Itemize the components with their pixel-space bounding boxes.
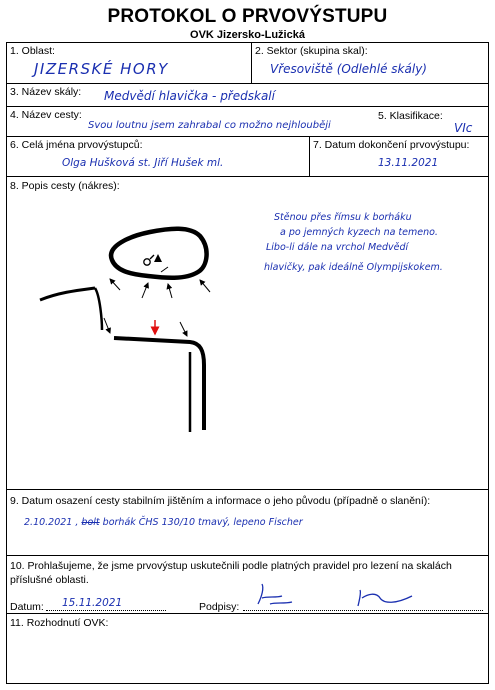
prohlaseni-text: příslušné oblasti. xyxy=(10,574,89,586)
osazeni-label: 9. Datum osazení cesty stabilním jištěním a informace o jeho původu (případně o slanění): xyxy=(10,495,431,507)
datum-dokonceni-value: 13.11.2021 xyxy=(378,157,439,169)
nazev-cesty-label: 4. Název cesty: xyxy=(10,109,82,121)
klasifikace-label: 5. Klasifikace: xyxy=(378,110,443,122)
signature xyxy=(358,590,412,606)
osazeni-info: borhák ČHS 130/10 tmavý, lepeno Fischer xyxy=(102,517,303,528)
document-title: PROTOKOL O PRVOVÝSTUPU xyxy=(107,6,388,27)
prohlaseni-text: 10. Prohlašujeme, že jsme prvovýstup uskutečnili podle platných pravidel pro lezení na skalách xyxy=(10,560,452,572)
signature xyxy=(258,584,292,604)
oblast-value: JIZERSKÉ HORY xyxy=(34,60,169,78)
route-note-line: hlavičky, pak ideálně Olympijskokem. xyxy=(264,262,443,273)
osazeni-struck: bolt xyxy=(81,517,100,528)
popis-label: 8. Popis cesty (nákres): xyxy=(10,180,120,192)
podpisy-label: Podpisy: xyxy=(199,601,240,613)
nazev-skaly-value: Medvědí hlavička - předskalí xyxy=(104,89,275,103)
route-note-line: Stěnou přes římsu k borháku xyxy=(274,212,412,223)
sektor-value: Vřesoviště (Odlehlé skály) xyxy=(270,62,427,76)
nazev-cesty-value: Svou loutnu jsem zahrabal co možno nejhlouběji xyxy=(88,120,331,131)
prvovystupci-label: 6. Celá jména prvovýstupců: xyxy=(10,139,143,151)
route-note-line: Libo-li dále na vrchol Medvědí xyxy=(266,242,409,253)
prvovystupci-value: Olga Hušková st. Jiří Hušek ml. xyxy=(62,157,224,169)
datum-dokonceni-label: 7. Datum dokončení prvovýstupu: xyxy=(313,139,470,151)
datum-value: 15.11.2021 xyxy=(62,597,123,609)
route-note-line: a po jemných kyzech na temeno. xyxy=(280,227,438,238)
rozhodnuti-label: 11. Rozhodnutí OVK: xyxy=(10,617,109,629)
klasifikace-value: VIc xyxy=(454,121,473,135)
document-subtitle: OVK Jizersko-Lužická xyxy=(190,29,305,41)
datum-label: Datum: xyxy=(10,601,44,613)
nazev-skaly-label: 3. Název skály: xyxy=(10,86,82,98)
osazeni-date: 2.10.2021 , xyxy=(24,517,79,528)
sektor-label: 2. Sektor (skupina skal): xyxy=(255,45,368,57)
oblast-label: 1. Oblast: xyxy=(10,45,55,57)
